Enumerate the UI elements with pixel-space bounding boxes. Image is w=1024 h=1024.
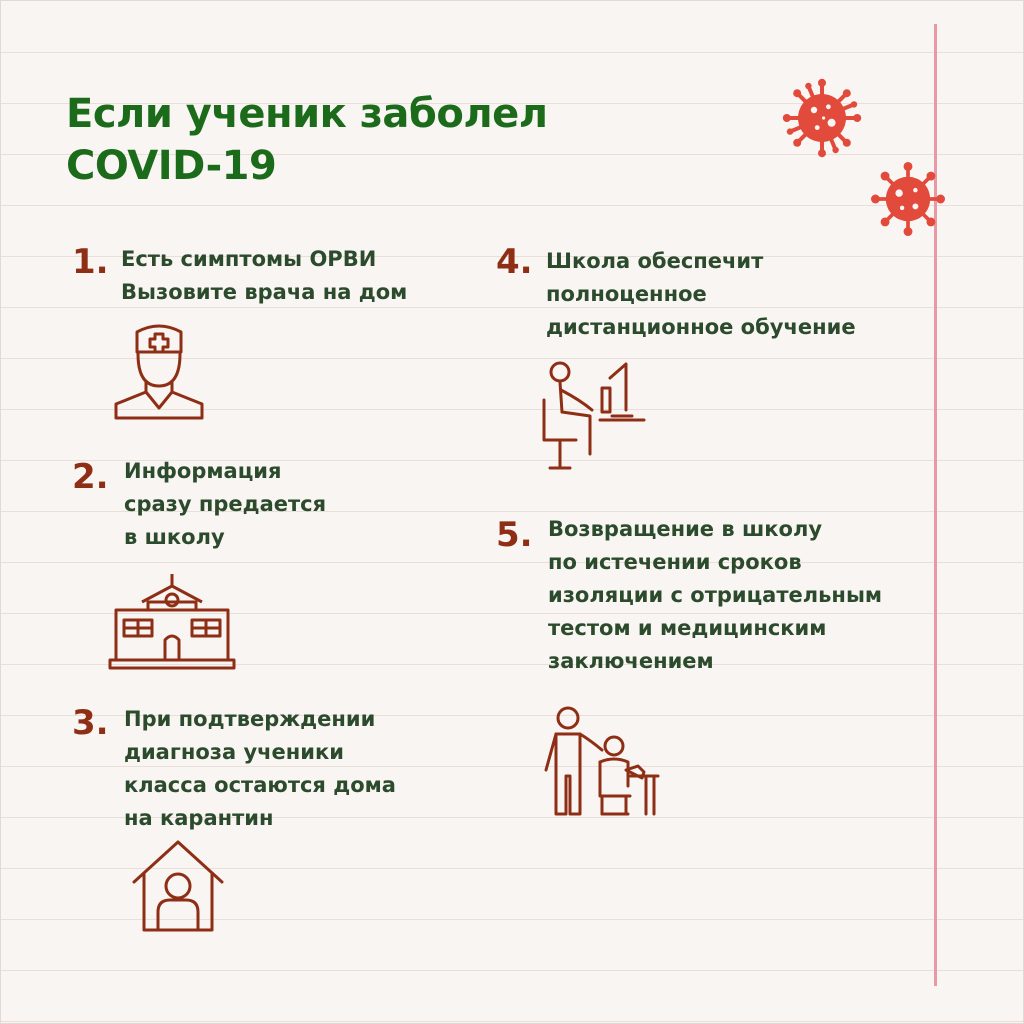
title-line-1: Если ученик заболел [66, 91, 548, 137]
step-1-line: Вызовите врача на дом [121, 280, 408, 304]
step-3-line: на карантин [124, 806, 274, 830]
step-3-line: класса остаются дома [124, 773, 396, 797]
step-3-line: диагноза ученики [124, 740, 344, 764]
virus-icon [782, 78, 862, 158]
step-4-line: полноценное [546, 282, 707, 306]
step-2-number: 2. [72, 457, 109, 497]
school-building-icon [108, 572, 236, 670]
step-5-line: заключением [548, 649, 714, 673]
page-title [66, 88, 548, 192]
step-3-text [124, 703, 396, 835]
step-2-line: в школу [124, 525, 225, 549]
step-1-line: Есть симптомы ОРВИ [121, 247, 377, 271]
step-2-line: Информация [124, 459, 282, 483]
step-3-line: При подтверждении [124, 707, 376, 731]
step-2-text [124, 455, 326, 554]
step-4-text [546, 245, 856, 344]
virus-icon [871, 162, 945, 236]
step-5-line: изоляции с отрицательным [548, 583, 883, 607]
distance-learning-icon [540, 360, 648, 476]
home-quarantine-icon [130, 838, 226, 934]
step-3-number: 3. [72, 703, 109, 743]
step-5-line: Возвращение в школу [548, 517, 823, 541]
step-4-line: дистанционное обучение [546, 315, 856, 339]
return-to-school-icon [540, 702, 662, 820]
step-5-text [548, 513, 882, 678]
step-4-line: Школа обеспечит [546, 249, 764, 273]
step-2-line: сразу предается [124, 492, 327, 516]
step-5-line: по истечении сроков [548, 550, 802, 574]
step-1-number: 1. [72, 242, 109, 282]
title-line-2: COVID-19 [66, 143, 277, 189]
step-5-number: 5. [496, 515, 533, 555]
step-4-number: 4. [496, 242, 533, 282]
doctor-icon [112, 320, 206, 420]
step-5-line: тестом и медицинским [548, 616, 827, 640]
step-1-text [121, 243, 407, 309]
